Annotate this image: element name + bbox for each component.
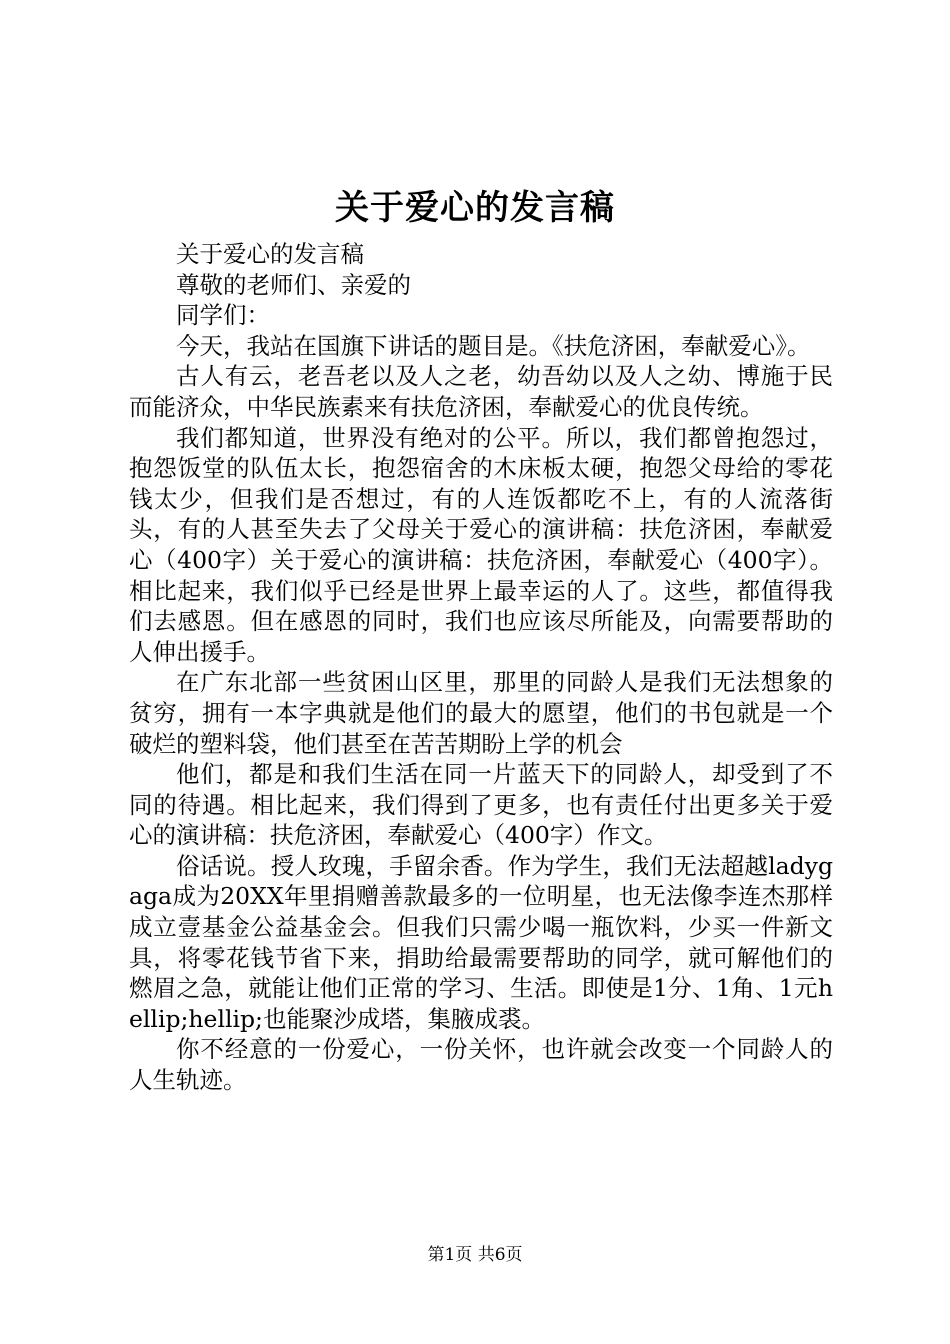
paragraph-salutation-2: 同学们：: [176, 301, 270, 330]
paragraph-heading-repeat: 关于爱心的发言稿: [176, 240, 364, 268]
page-footer: 第1页 共6页: [427, 1245, 523, 1265]
paragraph-topic: 今天，我站在国旗下讲话的题目是。《扶危济困，奉献爱心》。: [176, 331, 811, 360]
paragraph-fairness: 我们都知道，世界没有绝对的公平。所以，我们都曾抱怨过，抱怨饭堂的队伍太长，抱怨宿舍的木床板太硬，抱怨父母给的零花钱太少，但我们是否想过，有的人连饭都吃不上，有的人流落街头，有的人甚至失去了父母关于爱心的演讲稿：扶危济困，奉献爱心（400字）关于爱心的演讲稿：扶危济困，奉献爱心（400字）。相比起来，我们似乎已经是世界上最幸运的人了。这些，都值得我们去感恩。但在感恩的同时，我们也应该尽所能及，向需要帮助的人伸出援手。: [129, 423, 833, 666]
paragraph-closing: 你不经意的一份爱心，一份关怀，也许就会改变一个同龄人的人生轨迹。: [129, 1035, 833, 1095]
paragraph-salutation-1: 尊敬的老师们、亲爱的: [176, 270, 411, 299]
paragraph-proverb: 俗话说。授人玫瑰，手留余香。作为学生，我们无法超越ladygaga成为20XX年里捐赠善款最多的一位明星，也无法像李连杰那样成立壹基金公益基金会。但我们只需少喝一瓶饮料，少买一件新文具，将零花钱节省下来，捐助给最需要帮助的同学，就可解他们的燃眉之急，就能让他们正常的学习、生活。即使是1分、1角、1元hellip;hellip;也能聚沙成塔，集腋成裘。: [129, 851, 833, 1033]
document-title: 关于爱心的发言稿: [335, 188, 615, 228]
paragraph-peers: 他们，都是和我们生活在同一片蓝天下的同龄人，却受到了不同的待遇。相比起来，我们得到了更多，也有责任付出更多关于爱心的演讲稿：扶危济困，奉献爱心（400字）作文。: [129, 760, 833, 850]
paragraph-tradition: 古人有云，老吾老以及人之老，幼吾幼以及人之幼、博施于民而能济众，中华民族素来有扶危济困，奉献爱心的优良传统。: [129, 362, 833, 421]
document-body: [129, 239, 833, 1096]
paragraph-poverty: 在广东北部一些贫困山区里，那里的同龄人是我们无法想象的贫穷，拥有一本字典就是他们的最大的愿望，他们的书包就是一个破烂的塑料袋，他们甚至在苦苦期盼上学的机会: [129, 668, 833, 758]
